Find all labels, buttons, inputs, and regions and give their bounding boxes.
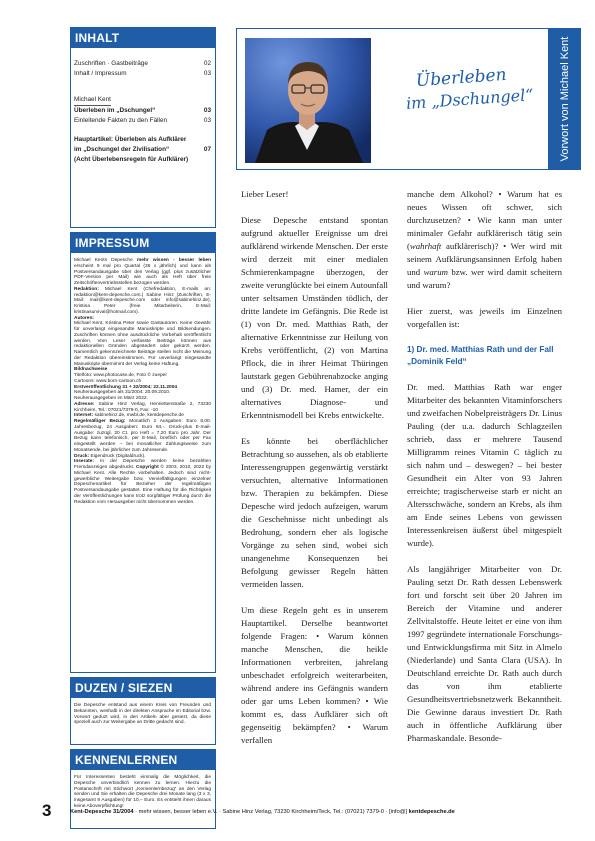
duzen-heading: DUZEN / SIEZEN — [70, 677, 216, 698]
article-paragraph: manche dem Alkohol? • Warum hat es neues Wissen oft schwer, sich durchzusetzen? • Wie kann man unter minimaler Gefahr aufklärerisch tätig sein (wahrhaft aufklärerisch)? • Wer wird mit seinem Aufklärungsansinnen Erfolg haben und warum bzw. wer wird damit scheitern und warum? — [407, 189, 562, 290]
article-paragraph: Hier zuerst, was jeweils im Einzelnen vorgefallen ist: — [407, 306, 562, 329]
article-paragraph: Um diese Regeln geht es in unserem Hauptartikel. Derselbe beantwortet folgende Fragen: • Warum können manche Menschen, die heikle Informationen verbreiten, jahrelang unbeschadet erfolgreich weiterarbeiten, während andere ins Gefängnis wandern oder gar ums Leben kommen? • Wie kommt es, dass Aufklärer sich oft gegenseitig bekämpfen? • Warum verfallen — [241, 605, 388, 745]
article-column-1 — [241, 188, 388, 760]
footer-text: · mehr wissen, besser leben e.V. · Sabine Hinz Verlag, 73230 Kirchheim/Teck, Tel.: (07021) 7379-0 · [info@] — [133, 809, 409, 815]
impressum-bild-label: Bildnachweise — [74, 367, 108, 373]
impressum-box — [70, 253, 216, 673]
impressum-erst1: Neuherausgegeben als 31/2004: 20.09.2010. — [74, 390, 171, 396]
author-portrait-icon — [245, 38, 371, 163]
impressum-redaktion: Redaktion: Michael Kent (Chefredaktion, E-mails an: redaktion@kent-depesche.com.) Sabine Hinz (Zuschriften, E-Mail: mail@kent-depesche.com oder info@sabinehinz.de), Kristina Peter (freie Mitarbeiterin, E-Mail: kristinasurvival@hotmail.com). — [74, 286, 211, 315]
impressum-intro: Michael Kents Depesche mehr wissen - besser leben erscheint 9 mal pro Quartal (36 x jährlich) und kann als Postversandausgabe über den Verlag (ggf. plus zusätzlicher PDF-Version per Mail) wie auch als Heft über freie Zeitschriftenvertriebsstellen bezogen werden. — [74, 258, 211, 286]
vertical-label: Vorwort von Michael Kent — [558, 36, 571, 162]
toc-entry[interactable] — [74, 155, 211, 165]
impressum-bezug: Regelmäßiger Bezug: Monatlich 2 Ausgaben: Euro 8,00. Jahresbezug, 24 Ausgaben: Euro 94,-. Druck-plus E-mail-Ausgabe: zuzügl. 20 Ct. pro Heft = 7,20 Euro pro Jahr. Der Bezug kann telefonisch, per E-Mail, brieflich oder per Fax eingestellt werden – bei monatlicher Zahlungsweise zum Monatsende, bei jährlicher zum Jahresende. — [74, 419, 211, 453]
duzen-text: Die Depesche entstand aus einem Kreis von Freunden und Bekannten, weshalb in der direkten Ansprache im Editorial bzw. Vorwort geduzt wird, in den Artikeln aber gesiezt, da diese speziell auch zur Weitergabe an Dritte gedacht sind. — [74, 703, 211, 726]
toc-entry-title: Überleben im „Dschungel“ — [74, 107, 156, 115]
impressum-inserate: Inserate: In der Depesche werden keine bezahlten Fremdanzeigen abgedruckt. Copyright © 2003, 2010, 2022 by Michael Kent. Alle Rechte vorbehalten. Jedoch sind nicht-gewerbliche Weitergabe bzw. Vervielfältigungen einzelner Depeschenartikel für Bezieher der regelmäßigen Postversandausgabe gestattet. Eine Haftung für die Richtigkeit der Veröffentlichungen kann trotz sorgfältiger Prüfung durch die Redaktion vom Herausgeber nicht übernommen werden. — [74, 459, 211, 505]
toc-entry-page: 03 — [203, 69, 211, 77]
hero-box — [236, 28, 552, 170]
table-of-contents — [70, 48, 216, 228]
duzen-box — [70, 698, 216, 745]
toc-entry-page: 03 — [203, 107, 211, 115]
hero-title — [386, 62, 539, 116]
toc-entry-title: Hauptartikel: Überleben als Aufklärer — [74, 136, 187, 144]
toc-author: Michael Kent — [74, 95, 111, 106]
hero-title-line2: im „Dschungel“ — [405, 85, 535, 113]
page-number: 3 — [42, 801, 52, 820]
article-paragraph: Diese Depesche entstand spontan aufgrund aktueller Ereignisse um drei aufklärend wirkende Menschen. Der erste wird derzeit mit einer medialen Schmierenkampagne überzogen, der zweite verunglückte bei einem Autounfall unter seltsamen Umständen tödlich, der dritte landete im Gefängnis. Die Rede ist (1) von Dr. med. Matthias Rath, der alternative Erkenntnisse zur Heilung von Krebs veröffentlicht, (2) von Martina Pflock, die in ihrer Heimat Thüringen lautstark gegen Gebührenabzocke anging und (3) Dr. med. Hamer, der ein alternatives Diagnose- und Erkenntnismodell bei Krebs entwickelte. — [241, 215, 388, 420]
toc-entry-title: im „Dschungel der Zivilisation“ — [74, 145, 170, 153]
vertical-label-strip — [548, 28, 581, 170]
toc-entry-title: Inhalt / Impressum — [74, 69, 127, 77]
toc-entry[interactable] — [74, 69, 211, 79]
impressum-erst2: Neuherausgegeben im März 2022. — [74, 396, 148, 401]
kennenlernen-box — [70, 770, 216, 829]
toc-entry-title: Einleitende Fakten zu den Fällen — [74, 116, 168, 124]
article-paragraph: Es könnte bei oberflächlicher Betrachtung so aussehen, als ob etablierte Interessengruppen gegenwärtig verstärkt versuchten, alternative Informationen bzw. Therapien zu bekämpfen. Diese Depesche wird jedoch aufzeigen, warum die Geschehnisse nicht unbedingt als Bedrohung, sondern eher als logische Vorgänge zu sehen sind, wobei sich unangenehme Konsequenzen bei Befolgung gewisser Regeln hätten vermeiden lassen. — [241, 436, 388, 589]
impressum-bild: Titelfoto: www.photocase.de, Foto © zueper — [74, 373, 167, 378]
toc-entry-page: 02 — [203, 60, 211, 67]
impressum-heading: IMPRESSUM — [70, 232, 216, 253]
section-heading: 1) Dr. med. Matthias Rath und der Fall „Dominik Feld“ — [407, 345, 554, 366]
toc-entry[interactable] — [74, 135, 211, 145]
article-paragraph: Als langjähriger Mitarbeiter von Dr. Pauling setzt Dr. Rath dessen Lebenswerk fort und forscht seit über 20 Jahren im Bereich der Vitamine und anderer Zellvitalstoffe. Heute leitet er eine von ihm 1997 gegründete internationale Forschungs- und Entwicklungsfirma mit Sitz in Almelo (Niederlande) und Santa Clara (USA). In Deutschland erreichte Dr. Rath auch durch das von ihm etablierte Gesundheitsvertriebsnetzwerk Bekanntheit. Die Gewinne daraus investiert Dr. Rath auch in öffentliche Aufklärung über Pharmaskandale. Besonde- — [407, 564, 562, 743]
footer — [70, 808, 578, 816]
toc-entry[interactable] — [74, 145, 211, 155]
toc-entry-page: 07 — [203, 145, 211, 153]
hero-title-line1: Überleben — [415, 64, 508, 92]
toc-entry-title: Zuschriften · Gastbeiträge — [74, 60, 148, 67]
article-paragraph: Dr. med. Matthias Rath war enger Mitarbeiter des bekannten Vitaminforschers und zweifachen Nobelpreisträgers Dr. Linus Pauling (der u.a. dadurch Schlagzeilen schrieb, dass er mehrere Tausend Milligramm reines Vitamin C täglich zu sich nahm und – deswegen? – bei bester Gesundheit ein Alter von 93 Jahren erreichte; tragischerweise starb er nicht an Altersschwäche, sondern an Krebs, als ihm am Ende seines Lebens von gewissen Interessenkreisen äußerst übel mitgespielt wurde). — [407, 382, 562, 548]
impressum-erst-label: Erstveröffentlichung 31 + 32/2004: 22.11.2004 — [74, 384, 178, 390]
impressum-adresse: Adresse: Sabine Hinz Verlag, Henriettenstraße 2, 73230 Kirchheim, Tel.: 07021/7379-0, Fax: -10 — [74, 401, 211, 413]
impressum-autoren-label: Autoren: — [74, 315, 94, 321]
impressum-bild2: Cartoons: www.born-cartoon.ch — [74, 378, 142, 384]
footer-publication: Kent-Depesche 31/2004 — [70, 809, 134, 815]
salutation: Lieber Leser! — [241, 189, 289, 199]
article-column-2 — [407, 188, 562, 758]
impressum-autoren: Michael Kent, Kristina Peter sowie Gastautoren. Keine Gewähr für unverlangt eingesandte Manuskripte und Bildsendungen. Zuschriften können ohne ausdrückliche Vorbehalt veröffentlicht werden. Vom Leser verfasste Beiträge können aus redaktionellen Gründen abgeändert oder gekürzt werden. Namentlich gekennzeichnete Beiträge stellen nicht die Meinung der Redaktion übereinstimmen. Für unverlangt eingesandte Manuskripte übernimmt der Verlag keine Haftung. — [74, 321, 211, 367]
toc-entry-title: (Acht Überlebensregeln für Aufklärer) — [74, 155, 189, 163]
toc-entry[interactable] — [74, 116, 211, 126]
toc-entry-page: 03 — [203, 116, 211, 124]
impressum-internet: Internet: sabinehinz.de, mwbl.de, kentdepesche.de — [74, 413, 184, 419]
kennenlernen-heading: KENNENLERNEN — [70, 749, 216, 770]
toc-entry[interactable] — [74, 106, 211, 116]
impressum-druck: Druck: Eigendruck (Digitaldruck). — [74, 453, 146, 459]
footer-site-link[interactable]: kentdepesche.de — [408, 809, 455, 815]
sidebar — [70, 27, 216, 829]
author-photo — [245, 38, 371, 163]
toc-entry[interactable] — [74, 59, 211, 69]
kennenlernen-text: Für Interessenten besteht einmalig die Möglichkeit, die Depesche unverbindlich kennen zu lernen. Hierzu die Postanschrift mit Stichwort „Kennenlernbezug“ an den Verlag senden und Sie erhalten die Depesche drei Monate lang (3 x 3, insgesamt 9 Ausgaben) für 10,– Euro. Es entsteht ihnen daraus keine Aboverpflichtung! — [74, 775, 211, 809]
inhalt-heading: INHALT — [70, 27, 216, 48]
